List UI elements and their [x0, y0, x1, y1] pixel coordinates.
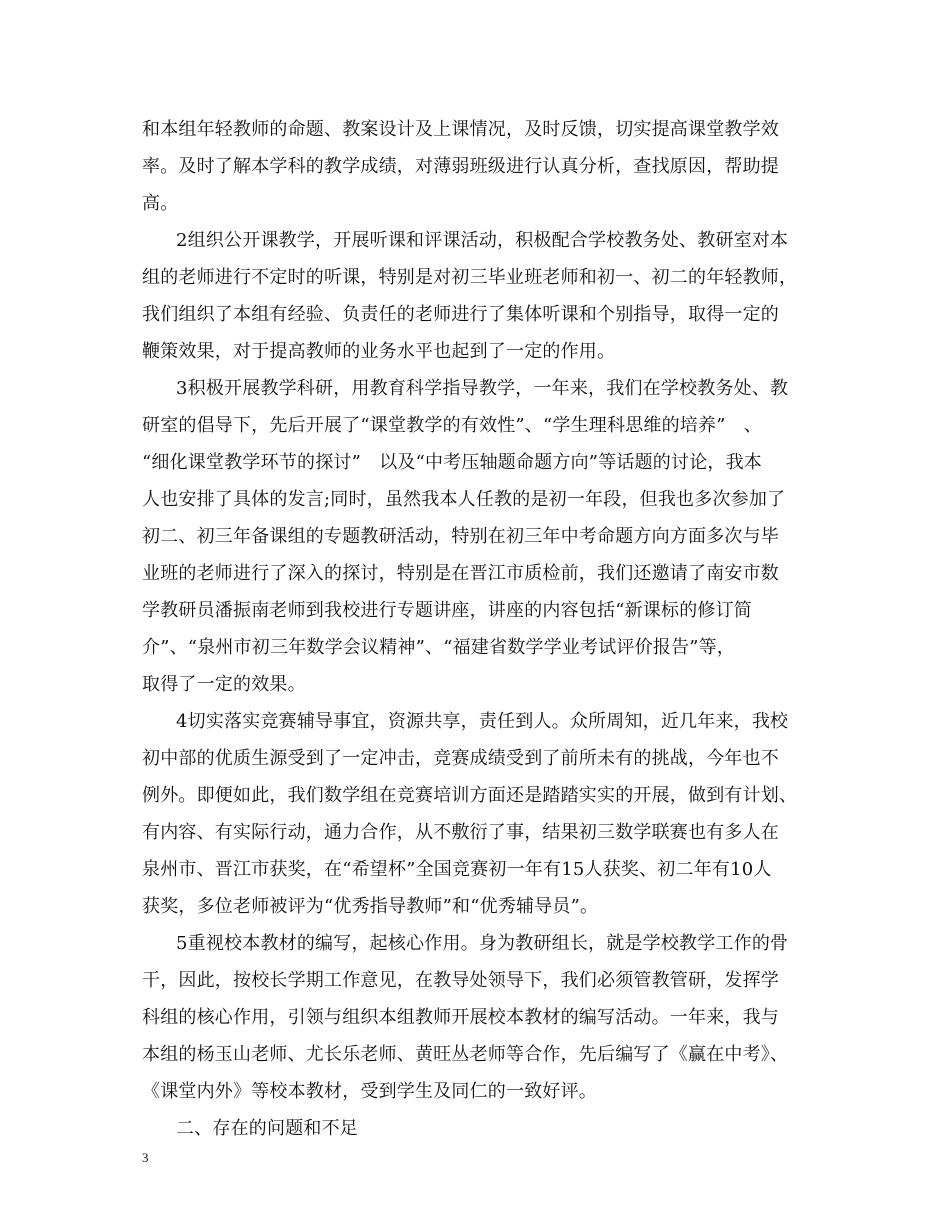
text-line: 泉州市、晋江市获奖，在“希望杯”全国竞赛初一年有15人获奖、初二年有10人	[142, 859, 772, 880]
text-line: 本组的杨玉山老师、尤长乐老师、黄旺丛老师等合作，先后编写了《赢在中考》、	[142, 1044, 789, 1065]
text-line: 高。	[142, 193, 179, 214]
text-line: 研室的倡导下，先后开展了“课堂教学的有效性”、“学生理科思维的培养” 、	[142, 415, 763, 436]
text-line: 科组的核心作用，引领与组织本组教师开展校本教材的编写活动。一年来，我与	[142, 1007, 779, 1028]
text-line: 5重视校本教材的编写，起核心作用。身为教研组长，就是学校教学工作的骨	[176, 933, 789, 954]
text-line: 人也安排了具体的发言;同时，虽然我本人任教的是初一年段，但我也多次参加了	[142, 489, 786, 510]
text-line: 3积极开展教学科研，用教育科学指导教学，一年来，我们在学校教务处、教	[176, 378, 789, 399]
text-line: 有内容、有实际行动，通力合作，从不敷衍了事，结果初三数学联赛也有多人在	[142, 822, 779, 843]
text-line: 我们组织了本组有经验、负责任的老师进行了集体听课和个别指导，取得一定的	[142, 304, 779, 325]
text-line: 率。及时了解本学科的教学成绩，对薄弱班级进行认真分析，查找原因，帮助提	[142, 156, 779, 177]
section-heading: 二、存在的问题和不足	[176, 1118, 358, 1139]
text-line: 业班的老师进行了深入的探讨，特别是在晋江市质检前，我们还邀请了南安市数	[142, 563, 779, 584]
text-line: 鞭策效果，对于提高教师的业务水平也起到了一定的作用。	[142, 341, 616, 362]
text-line: 学教研员潘振南老师到我校进行专题讲座，讲座的内容包括“新课标的修订简	[142, 600, 752, 621]
text-line: 获奖，多位老师被评为“优秀指导教师”和“优秀辅导员”。	[142, 896, 599, 917]
text-line: “细化课堂教学环节的探讨” 以及“中考压轴题命题方向”等话题的讨论，我本	[142, 452, 763, 473]
text-line: 4切实落实竞赛辅导事宜，资源共享，责任到人。众所周知，近几年来，我校	[176, 711, 789, 732]
text-line: 介”、“泉州市初三年数学会议精神”、“福建省数学学业考试评价报告”等，	[142, 637, 736, 658]
text-line: 干，因此，按校长学期工作意见，在教导处领导下，我们必须管教管研，发挥学	[142, 970, 779, 991]
text-line: 初中部的优质生源受到了一定冲击，竞赛成绩受到了前所未有的挑战，今年也不	[142, 748, 779, 769]
text-line: 和本组年轻教师的命题、教案设计及上课情况，及时反馈，切实提高课堂教学效	[142, 119, 779, 140]
page-number: 3	[142, 1150, 149, 1165]
text-line: 初二、初三年备课组的专题教研活动，特别在初三年中考命题方向方面多次与毕	[142, 526, 779, 547]
text-line: 取得了一定的效果。	[142, 674, 306, 695]
text-line: 2组织公开课教学，开展听课和评课活动，积极配合学校教务处、教研室对本	[176, 230, 789, 251]
text-line: 《课堂内外》等校本教材，受到学生及同仁的一致好评。	[142, 1081, 597, 1102]
text-line: 例外。即便如此，我们数学组在竞赛培训方面还是踏踏实实的开展，做到有计划、	[142, 785, 798, 806]
text-line: 组的老师进行不定时的听课，特别是对初三毕业班老师和初一、初二的年轻教师，	[142, 267, 798, 288]
